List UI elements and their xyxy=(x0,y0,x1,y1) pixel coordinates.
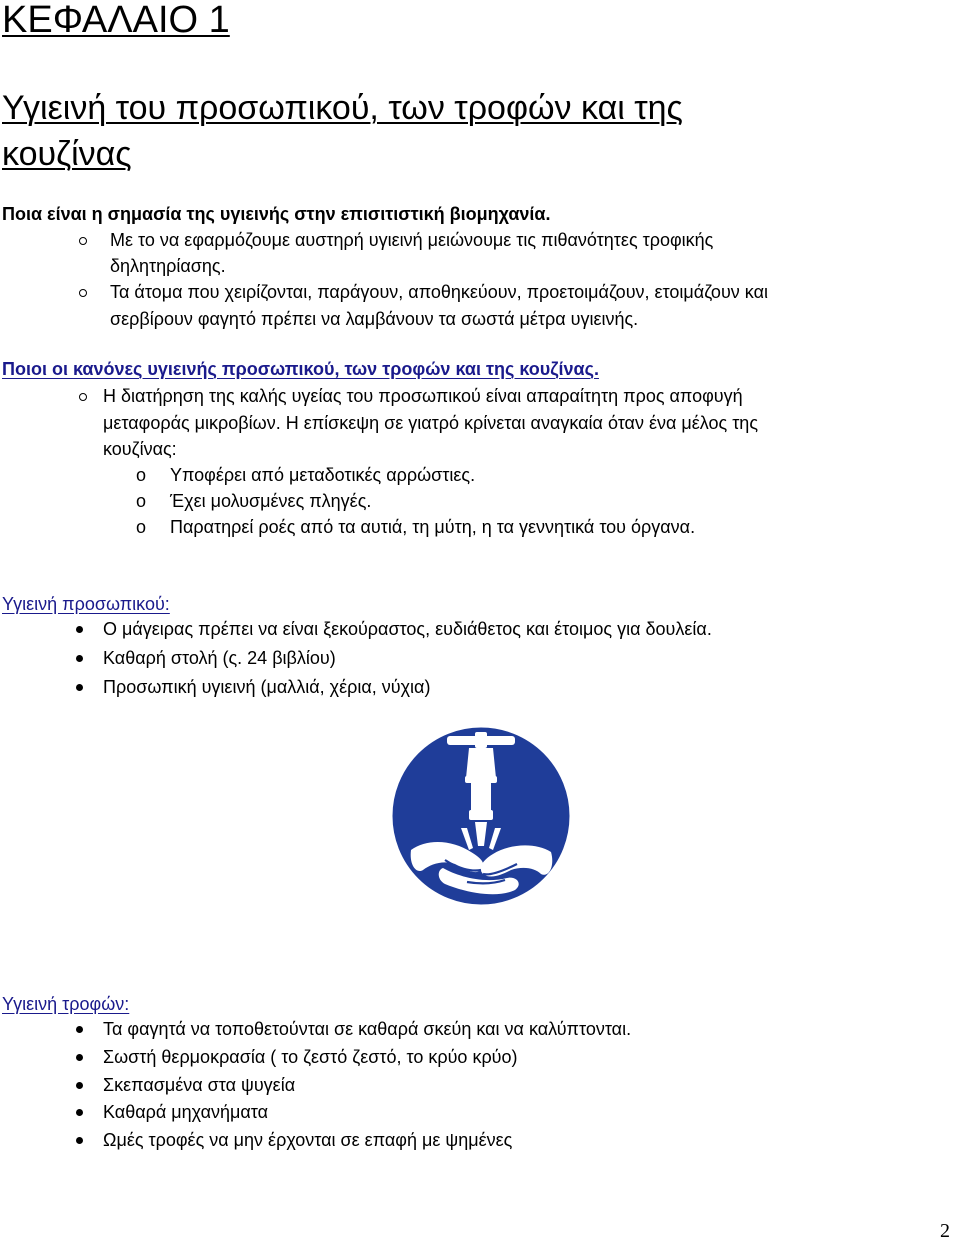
chapter-heading: ΚΕΦΑΛΑΙΟ 1 xyxy=(2,0,230,41)
section-heading-staff-hygiene: Υγιεινή προσωπικού: xyxy=(2,594,170,614)
list-item: Τα άτομα που χειρίζονται, παράγουν, αποθηκεύουν, προετοιμάζουν, ετοιμάζουν και xyxy=(110,282,768,302)
rules-text-line-2: μεταφοράς μικροβίων. Η επίσκεψη σε γιατρό κρίνεται αναγκαία όταν ένα μέλος της xyxy=(103,413,758,433)
list-item-continued: σερβίρουν φαγητό πρέπει να λαμβάνουν τα σωστά μέτρα υγιεινής. xyxy=(110,309,639,329)
list-item: Καθαρά μηχανήματα xyxy=(103,1102,269,1122)
list-item: Καθαρή στολή (ς. 24 βιβλίου) xyxy=(103,648,336,668)
page-title-line-2: κουζίνας xyxy=(2,135,132,173)
sub-bullet-marker: o xyxy=(136,465,147,485)
list-item-continued: δηλητηρίασης. xyxy=(110,256,226,276)
hand-washing-sign-icon xyxy=(383,718,579,914)
sub-list-item: Υποφέρει από μεταδοτικές αρρώστιες. xyxy=(170,465,476,485)
section-heading-importance: Ποια είναι η σημασία της υγιεινής στην επισιτιστική βιομηχανία. xyxy=(2,204,551,224)
bullet xyxy=(79,237,87,245)
sub-list-item: Παρατηρεί ροές από τα αυτιά, τη μύτη, η τα γεννητικά του όργανα. xyxy=(170,517,696,537)
list-item: Προσωπική υγιεινή (μαλλιά, χέρια, νύχια) xyxy=(103,677,431,697)
rules-text-line-1: Η διατήρηση της καλής υγείας του προσωπικού είναι απαραίτητη προς αποφυγή xyxy=(103,386,743,406)
list-item: Σκεπασμένα στα ψυγεία xyxy=(103,1075,296,1095)
bullet xyxy=(76,1026,83,1033)
bullet xyxy=(76,1137,83,1144)
sub-bullet-marker: o xyxy=(136,517,147,537)
list-item: Ωμές τροφές να μην έρχονται σε επαφή με ψημένες xyxy=(103,1130,513,1150)
bullet xyxy=(76,655,83,662)
bullet xyxy=(76,1054,83,1061)
bullet xyxy=(79,393,87,401)
bullet xyxy=(76,684,83,691)
section-heading-food-hygiene: Υγιεινή τροφών: xyxy=(2,994,130,1014)
bullet xyxy=(76,1109,83,1116)
section-heading-rules: Ποιοι οι κανόνες υγιεινής προσωπικού, των τροφών και της κουζίνας. xyxy=(2,359,599,379)
list-item: Ο μάγειρας πρέπει να είναι ξεκούραστος, ευδιάθετος και έτοιμος για δουλεία. xyxy=(103,619,712,639)
sub-bullet-marker: o xyxy=(136,491,147,511)
page-number: 2 xyxy=(940,1220,950,1242)
list-item: Σωστή θερμοκρασία ( το ζεστό ζεστό, το κρύο κρύο) xyxy=(103,1047,518,1067)
sub-list-item: Έχει μολυσμένες πληγές. xyxy=(170,491,372,511)
bullet xyxy=(79,289,87,297)
rules-text-line-3: κουζίνας: xyxy=(103,439,177,459)
list-item: Με το να εφαρμόζουμε αυστηρή υγιεινή μειώνουμε τις πιθανότητες τροφικής xyxy=(110,230,714,250)
list-item: Τα φαγητά να τοποθετούνται σε καθαρά σκεύη και να καλύπτονται. xyxy=(103,1019,632,1039)
bullet xyxy=(76,626,83,633)
bullet xyxy=(76,1082,83,1089)
page-title-line-1: Υγιεινή του προσωπικού, των τροφών και της xyxy=(2,89,683,127)
